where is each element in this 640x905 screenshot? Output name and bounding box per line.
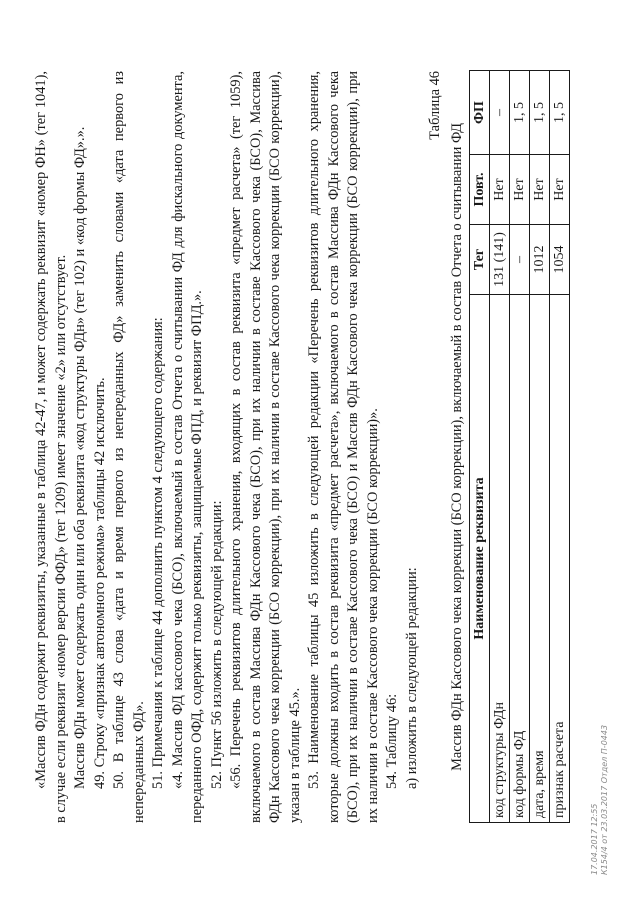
cell-tag: – [510,225,530,295]
paragraph: 54. Таблицу 46: [384,693,400,789]
table-caption: Массив ФДн Кассового чека коррекции (БСО коррекции), включаемый в состав Отчета о считывании ФД [448,123,465,771]
table-number: Таблица 46 [427,71,443,140]
document-body [32,71,570,823]
cell-fp: 1, 5 [510,71,530,155]
paragraph: 53. Наименование таблицы 45 изложить в следующей редакции «Перечень реквизитов длительного хранения, которые должны входить в состав реквизита «предмет расчета», включаемого в состав Массива ФДн Кассового чека (БСО), при их наличии в составе Кассового чека (БСО) и Массив ФДн Кассового чека коррекции (БСО коррекции), при их наличии в составе Кассового чека коррекции (БСО коррекции)». [306,71,381,823]
cell-fp: 1, 5 [530,71,550,155]
table-body [490,71,570,823]
paragraph: «Массив ФДн содержит реквизиты, указанные в таблица 42-47, и может содержать реквизит «номер ФН» (тег 1041), в случае если реквизит «номер версии ФФД» (тег 1209) имеет значение «2» или отсутствует. [33,71,69,823]
cell-name: дата, время [530,295,550,823]
cell-tag: 131 (141) [490,225,510,295]
paragraph-list [32,71,422,823]
registration-stamp [590,725,610,875]
paragraph: 51. Примечания к таблице 44 дополнить пунктом 4 следующего содержания: [150,317,166,789]
stamp-line: К154/4 от 23.03.2017 Отдел П-0443 [600,724,609,875]
paragraph: «4. Массив ФД кассового чека (БСО), включаемый в состав Отчета о считывании ФД для фискального документа, переданного ОФД, содержит только реквизиты, защищаемые ФПД, и реквизит ФПД.». [169,71,205,823]
cell-repeat: Нет [550,155,570,225]
cell-name: код структуры ФДн [490,295,510,823]
paragraph: 49. Строку «признак автономного режима» таблицы 42 исключить. [91,377,108,789]
paragraph: Массив ФДн может содержать один или оба реквизита «код структуры ФДн» (тег 102) и «код формы ФД».». [72,126,88,789]
cell-fp: 1, 5 [550,71,570,155]
paragraph: «56. Перечень реквизитов длительного хранения, входящих в состав реквизита «предмет расчета» (тег 1059), включаемого в состав Массива ФДн Кассового чека (БСО), при их наличии в составе Кассового чека (БСО), Массива ФДн Кассового чека коррекции (БСО коррекции), при их наличии в составе Кассового чека коррекции (БСО коррекции), указан в таблице 45.». [228,71,303,823]
paragraph: 52. Пункт 56 изложить в следующей редакции: [208,500,225,789]
cell-name: код формы ФД [510,295,530,823]
cell-repeat: Нет [510,155,530,225]
cell-repeat: Нет [530,155,550,225]
header-repeat: Повт. [470,155,490,225]
table-row [510,71,530,823]
cell-name: признак расчета [550,295,570,823]
cell-tag: 1054 [550,225,570,295]
cell-repeat: Нет [490,155,510,225]
header-name: Наименование реквизита [470,295,490,823]
paragraph: 50. В таблице 43 слова «дата и время первого из непереданных ФД» заменить словами «дата первого из непереданных ФД». [111,71,147,823]
paragraph: а) изложить в следующей редакции: [403,567,420,789]
header-tag: Тег [470,225,490,295]
table-row [490,71,510,823]
cell-fp: – [490,71,510,155]
cell-tag: 1012 [530,225,550,295]
requisites-table [469,70,570,823]
stamp-line: 17.04.2017 12:55 [590,803,599,875]
table-row [550,71,570,823]
table-header-row [470,71,490,823]
header-fp: ФП [470,71,490,155]
table-row [530,71,550,823]
